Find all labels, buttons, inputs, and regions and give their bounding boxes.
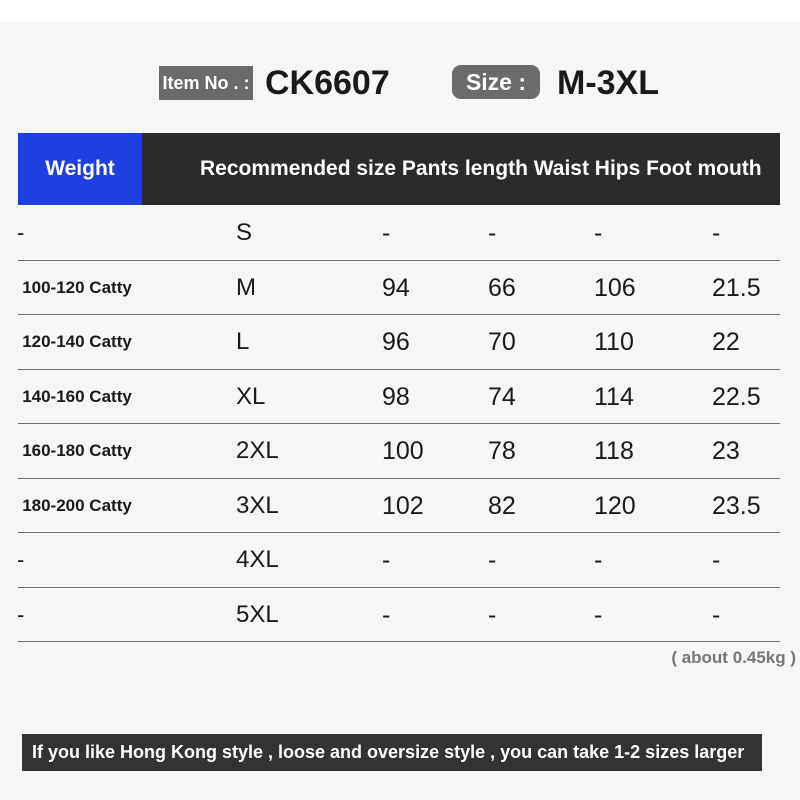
item-number-label: Item No . : (159, 66, 253, 100)
foot-mouth-cell: - (712, 219, 721, 247)
waist-cell: 78 (488, 437, 516, 465)
hips-cell: 118 (594, 437, 634, 465)
hips-cell: 110 (594, 328, 634, 356)
size-cell: 5XL (236, 600, 279, 628)
table-row (0, 315, 800, 370)
table-row (0, 533, 800, 588)
waist-cell: - (488, 546, 497, 574)
sizing-tip-banner: If you like Hong Kong style , loose and oversize style , you can take 1-2 sizes larger (22, 734, 762, 771)
pants-length-cell: - (382, 546, 391, 574)
pants-length-cell: 94 (382, 273, 410, 302)
pants-length-cell: 98 (382, 382, 410, 411)
hips-cell: - (594, 546, 603, 574)
waist-cell: - (488, 219, 497, 247)
hips-cell: - (594, 219, 603, 247)
table-row (0, 206, 800, 261)
size-cell: 2XL (236, 437, 279, 464)
weight-cell: 100-120 Catty (22, 277, 132, 297)
row-divider (18, 641, 780, 642)
foot-mouth-cell: 23 (712, 437, 740, 465)
size-cell: 3XL (236, 491, 279, 519)
foot-mouth-cell: 23.5 (712, 491, 761, 520)
table-header (18, 133, 780, 205)
foot-mouth-cell: - (712, 600, 721, 629)
weight-unit-note: ( about 0.45kg ) (671, 648, 796, 667)
waist-cell: 66 (488, 273, 516, 302)
table-row (0, 424, 800, 479)
hips-cell: 120 (594, 491, 636, 520)
pants-length-cell: 96 (382, 328, 410, 356)
size-cell: L (236, 328, 250, 355)
hips-cell: 114 (594, 382, 634, 411)
weight-cell: 140-160 Catty (22, 386, 132, 406)
size-table-body (0, 206, 800, 642)
foot-mouth-cell: 22 (712, 328, 740, 356)
weight-column-header: Weight (18, 133, 142, 205)
size-cell: 4XL (236, 546, 279, 573)
weight-cell: 120-140 Catty (22, 332, 132, 351)
foot-mouth-cell: 21.5 (712, 273, 761, 302)
pants-length-cell: 102 (382, 491, 424, 520)
pants-length-cell: - (382, 600, 391, 629)
weight-cell: - (17, 220, 25, 245)
table-row (0, 370, 800, 425)
item-number-value: CK6607 (265, 64, 390, 102)
weight-cell: - (17, 601, 25, 627)
weight-cell: 180-200 Catty (22, 495, 132, 515)
waist-cell: 70 (488, 328, 516, 356)
waist-cell: 82 (488, 491, 516, 520)
size-range-value: M-3XL (557, 64, 659, 102)
table-row (0, 261, 800, 316)
foot-mouth-cell: 22.5 (712, 382, 761, 411)
hips-cell: - (594, 600, 603, 629)
size-cell: M (236, 273, 256, 301)
pants-length-cell: - (382, 219, 391, 247)
top-strip (0, 0, 800, 22)
pants-length-cell: 100 (382, 437, 424, 465)
waist-cell: 74 (488, 382, 516, 411)
foot-mouth-cell: - (712, 546, 721, 574)
waist-cell: - (488, 600, 497, 629)
size-label: Size : (452, 65, 540, 99)
size-cell: XL (236, 382, 266, 410)
table-row (0, 588, 800, 643)
weight-cell: - (17, 547, 25, 572)
weight-cell: 160-180 Catty (22, 441, 132, 460)
table-row (0, 479, 800, 534)
measurement-column-headers: Recommended size Pants length Waist Hips Foot mouth (200, 157, 762, 180)
hips-cell: 106 (594, 273, 636, 302)
size-cell: S (236, 219, 253, 246)
